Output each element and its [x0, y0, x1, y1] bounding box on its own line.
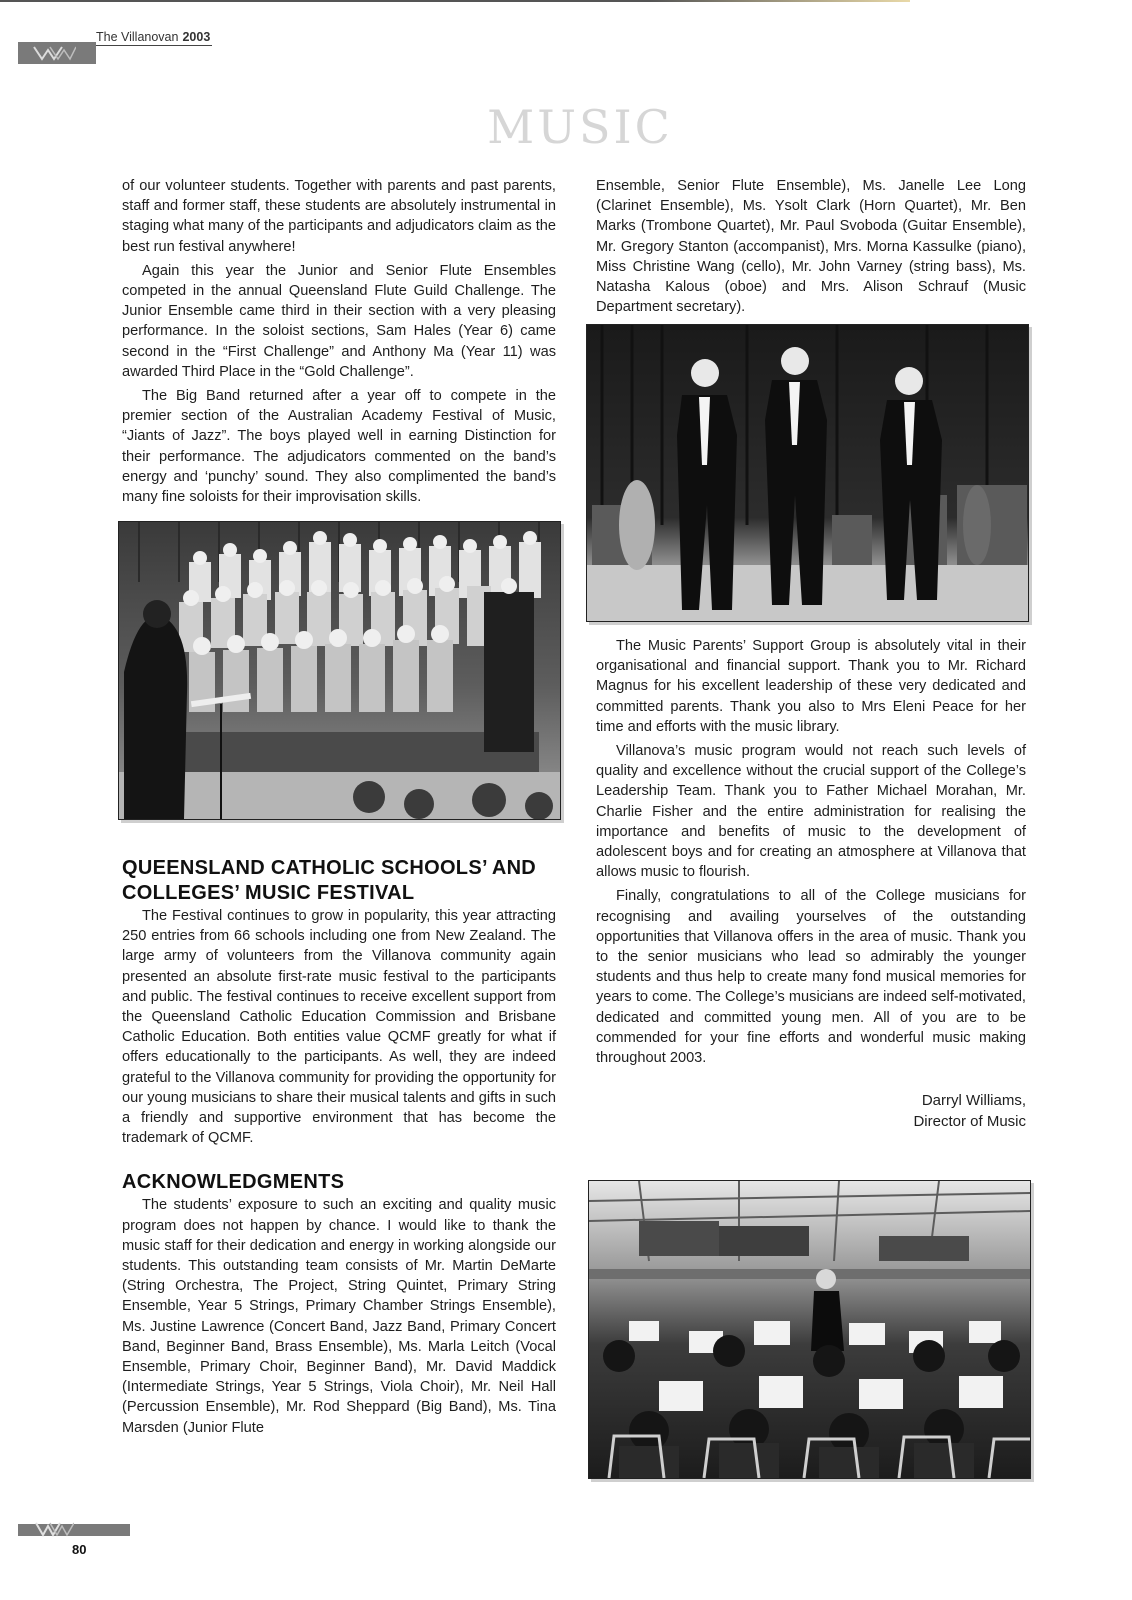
- left-column-top: [122, 176, 556, 511]
- paragraph-flute-challenge: Again this year the Junior and Senior Flute Ensembles competed in the annual Queensland Flute Guild Challenge. The Junior Ensemble came third in their section with a very pleasing performance. In the soloist sections, Sam Hales (Year 6) came second in the “First Challenge” and Anthony Ma (Year 11) was awarded Third Place in the “Gold Challenge”.: [122, 262, 556, 380]
- paragraph-big-band: The Big Band returned after a year off to compete in the premier section of the Australian Academy Festival of Music, “Jiants of Jazz”. The boys played well in earning Distinction for their performance. The adjudicators commented on the band’s energy and ‘punchy’ sound. They also complimented the band’s many fine soloists for their improvisation skills.: [122, 388, 556, 506]
- right-column-top: [596, 176, 1026, 321]
- paragraph-staff-continued: Ensemble, Senior Flute Ensemble), Ms. Janelle Lee Long (Clarinet Ensemble), Ms. Ysolt Clark (Horn Quartet), Mr. Ben Marks (Trombone Quartet), Mr. Paul Svoboda (Guitar Ensemble), Mr. Gregory Stanton (accompanist), Mrs. Morna Kassulke (piano), Miss Christine Wang (cello), Mr. John Varney (string bass), Ms. Natasha Kalous (oboe) and Mrs. Alison Schrauf (Music Department secretary).: [596, 178, 1026, 316]
- top-rule-accent: [650, 0, 910, 2]
- signature-block: [596, 1090, 1026, 1132]
- acknowledgments-heading: ACKNOWLEDGMENTS: [122, 1171, 345, 1194]
- running-header: [96, 30, 210, 44]
- left-column-bottom: [122, 856, 556, 1442]
- publication-year: 2003: [182, 30, 211, 44]
- festival-heading: [122, 856, 556, 906]
- paragraph-congratulations: Finally, congratulations to all of the College musicians for recognising and availing yourselves of the outstanding opportunities that Villanova offers in the area of music. Thank you to the senior musicians who lead so admirably the younger students and thus help to create many fond musical memories for years to come. The College’s musicians are indeed self-motivated, dedicated and committed young men. All of you are to be commended for your fine efforts and wonderful music making throughout 2003.: [596, 888, 1026, 1067]
- header-underline: [96, 45, 212, 46]
- villanova-footer-logo-icon: [34, 1521, 74, 1537]
- publication-name: The Villanovan: [96, 30, 179, 44]
- section-title: MUSIC: [487, 100, 673, 154]
- signature-title: Director of Music: [913, 1113, 1026, 1131]
- vocal-trio-photo: [586, 324, 1029, 622]
- festival-heading-line1: QUEENSLAND CATHOLIC SCHOOLS’ AND: [122, 857, 537, 879]
- acknowledgments-paragraph: The students’ exposure to such an exciting and quality music program does not happen by chance. I would like to thank the music staff for their dedication and energy in working alongside our students. This outstanding team consists of Mr. Martin DeMarte (String Orchestra, The Project, String Quintet, Primary String Ensemble, Year 5 Strings, Primary Chamber Strings Ensemble), Ms. Justine Lawrence (Concert Band, Jazz Band, Primary Concert Band, Beginner Band, Brass Ensemble), Ms. Marla Leitch (Vocal Ensemble, Primary Choir, Beginner Band), Mr. David Maddick (Intermediate Strings, Year 5 Strings, Viola Choir), Mr. Neil Hall (Percussion Ensemble), Mr. Rod Sheppard (Big Band), Ms. Tina Marsden (Junior Flute: [122, 1197, 556, 1436]
- paragraph-parents-support: The Music Parents’ Support Group is absolutely vital in their organisational and financial support. Thank you to Mr. Richard Magnus for his excellent leadership of these very dedicated and committed parents. Thank you also to Mrs Eleni Peace for her time and efforts with the music library.: [596, 638, 1026, 735]
- villanova-logo-icon: [32, 44, 76, 62]
- right-column-bottom: [596, 636, 1026, 1132]
- orchestra-photo: [588, 1180, 1031, 1479]
- festival-paragraph: The Festival continues to grow in popularity, this year attracting 250 entries from 66 schools including one from New Zealand. The large army of volunteers from the Villanova community again presented an absolute first-rate music festival to the participants and public. The festival continues to receive excellent support from the Queensland Catholic Education Commission and Brisbane Catholic Education. Both entities value QCMF greatly for what if offers educationally to the participants. As well, they are indeed grateful to the Villanova community for providing the opportunity for our young musicians to share their musical talents and gifts in such a friendly and supportive environment that has become the trademark of QCMF.: [122, 908, 556, 1147]
- paragraph-leadership-team: Villanova’s music program would not reach such levels of quality and excellence without the crucial support of the College’s Leadership Team. Thank you to Father Michael Morahan, Mr. Charlie Fisher and the entire administration for realising the importance and benefits of music to the development of adolescent boys and for creating an atmosphere at Villanova that allows music to flourish.: [596, 743, 1026, 881]
- page-number: 80: [72, 1542, 87, 1557]
- paragraph-festival-volunteers: of our volunteer students. Together with parents and past parents, staff and former staff, these students are absolutely instrumental in staging what many of the participants and adjudicators claim as the best run festival anywhere!: [122, 178, 557, 255]
- signature-name: Darryl Williams,: [921, 1092, 1026, 1110]
- festival-heading-line2: COLLEGES’ MUSIC FESTIVAL: [122, 882, 415, 904]
- choir-photo: [118, 521, 561, 820]
